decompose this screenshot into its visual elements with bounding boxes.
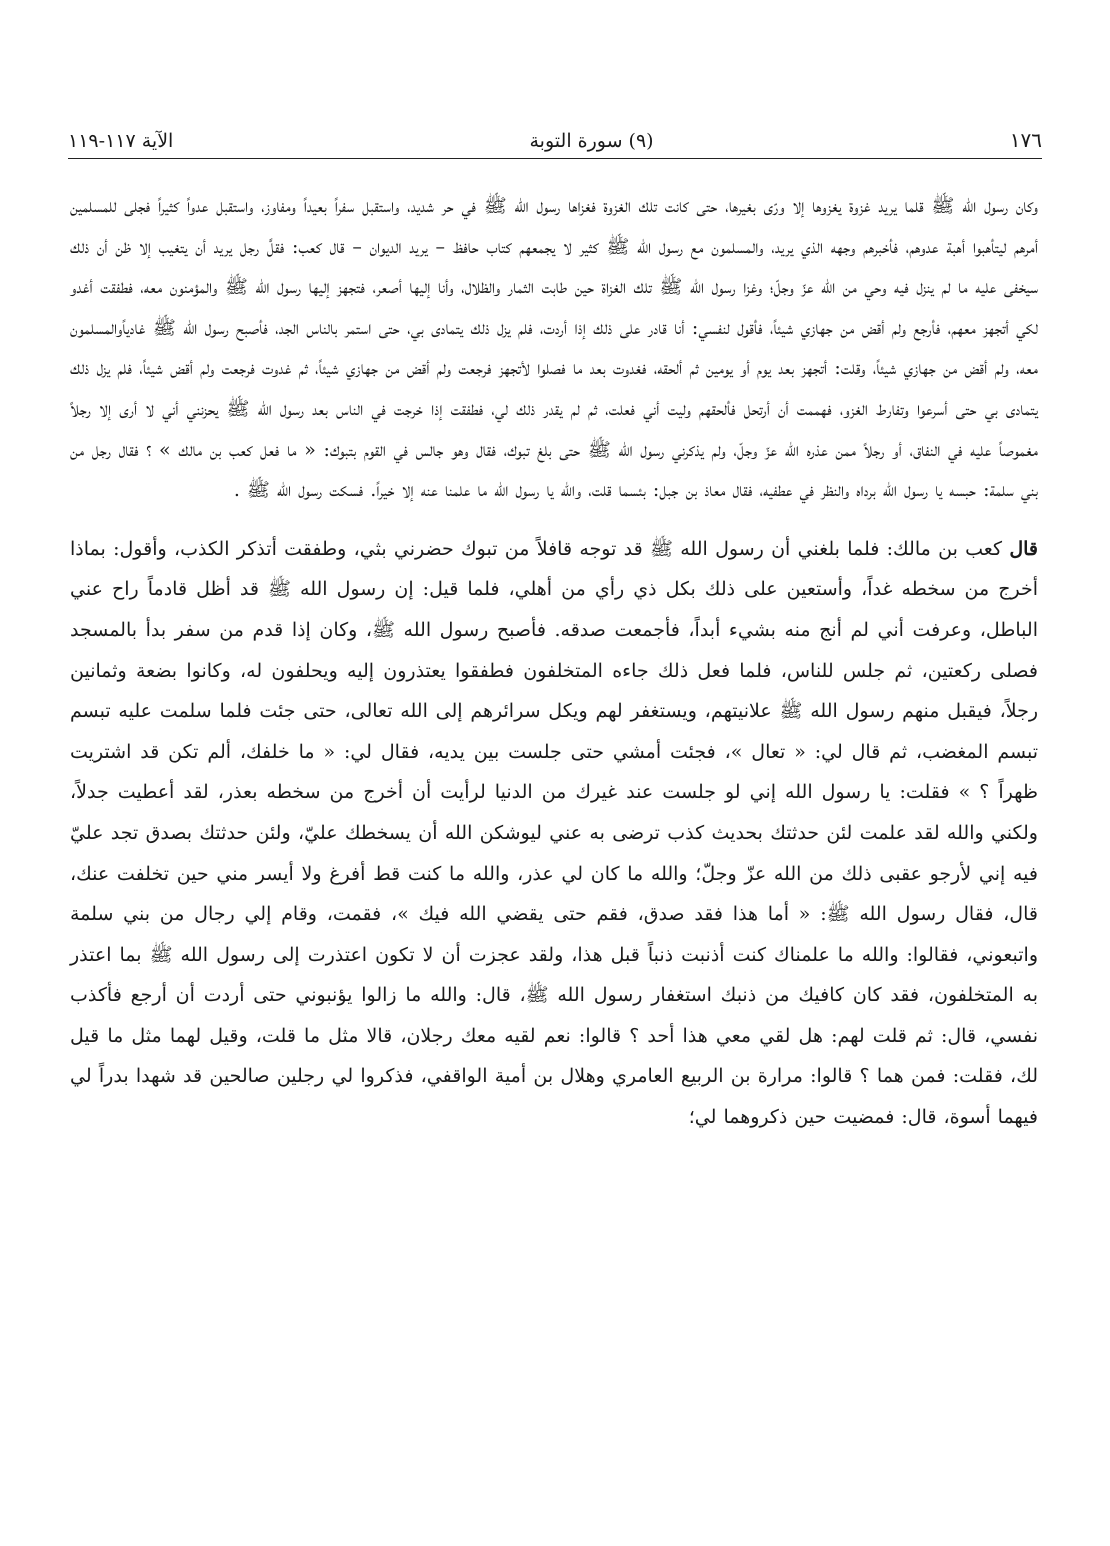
paragraph — [70, 529, 1038, 1138]
page-header — [68, 128, 1042, 159]
page-number: ١٧٦ — [1009, 128, 1042, 152]
ayah-range: الآية ١١٧-١١٩ — [68, 130, 174, 152]
paragraph-text: كعب بن مالك: فلما بلغني أن رسول الله ﷺ قد توجه قافلاً من تبوك حضرني بثي، وطفقت أتذكر الكذب، وأقول: بماذا أخرج من سخطه غداً، وأستعين على ذلك بكل ذي رأي من أهلي، فلما قيل: إن رسول الله ﷺ قد أظل قادماً راح عني الباطل، وعرفت أني لم أنج منه بشيء أبداً، فأجمعت صدقه. فأصبح رسول الله ﷺ، وكان إذا قدم من سفر بدأ بالمسجد فصلى ركعتين، ثم جلس للناس، فلما فعل ذلك جاءه المتخلفون فطفقوا يعتذرون إليه ويحلفون له، وكانوا بضعة وثمانين رجلاً، فيقبل منهم رسول الله ﷺ علانيتهم، ويستغفر لهم ويكل سرائرهم إلى الله تعالى، حتى جئت فلما سلمت عليه تبسم تبسم المغضب، ثم قال لي: « تعال »، فجئت أمشي حتى جلست بين يديه، فقال لي: « ما خلفك، ألم تكن قد اشتريت ظهراً ؟ » فقلت: يا رسول الله إني لو جلست عند غيرك من الدنيا لرأيت أن أخرج من سخطه بعذر، لقد أعطيت جدلاً، ولكني والله لقد علمت لئن حدثتك بحديث كذب ترضى به عني ليوشكن الله أن يسخطك عليّ، ولئن حدثتك بصدق تجد عليّ فيه إني لأرجو عقبى ذلك من الله عزّ وجلّ؛ والله ما كان لي عذر، والله ما كنت قط أفرغ ولا أيسر مني حين تخلفت عنك، قال، فقال رسول الله ﷺ: « أما هذا فقد صدق، فقم حتى يقضي الله فيك »، فقمت، وقام إلي رجال من بني سلمة واتبعوني، فقالوا: والله ما علمناك كنت أذنبت ذنباً قبل هذا، ولقد عجزت أن لا تكون اعتذرت إلى رسول الله ﷺ بما اعتذر به المتخلفون، فقد كان كافيك من ذنبك استغفار رسول الله ﷺ، قال: والله ما زالوا يؤنبوني حتى أردت أن أرجع فأكذب نفسي، قال: ثم قلت لهم: هل لقي معي هذا أحد ؟ قالوا: نعم لقيه معك رجلان، قالا مثل ما قلت، وقيل لهما مثل ما قيل لك، فقلت: فمن هما ؟ قالوا: مرارة بن الربيع العامري وهلال بن أمية الواقفي، فذكروا لي رجلين صالحين قد شهدا بدراً لي فيهما أسوة، قال: فمضيت حين ذكروهما لي؛ — [70, 537, 1038, 1129]
page-body — [70, 186, 1038, 1138]
paragraph — [70, 186, 1038, 511]
paragraph-text: وكان رسول الله ﷺ قلما يريد غزوة يغزوها إلا ورّى بغيرها، حتى كانت تلك الغزوة فغزاها رسول الله ﷺ في حر شديد، واستقبل سفراً بعيداً ومفاوز، واستقبل عدواً كثيراً فجلى للمسلمين أمرهم ليتأهبوا أهبة عدوهم، فأخبرهم وجهه الذي يريد، والمسلمون مع رسول الله ﷺ كثير لا يجمعهم كتاب حافظ – يريد الديوان – قال كعب: فقلَّ رجل يريد أن يتغيب إلا ظن أن ذلك سيخفى عليه ما لم ينزل فيه وحي من الله عزّ وجلّ؛ وغزا رسول الله ﷺ تلك الغزاة حين طابت الثمار والظلال، وأنا إليها أصعر، فتجهز إليها رسول الله ﷺ والمؤمنون معه، فطفقت أغدو لكي أتجهز معهم، فأرجع ولم أقض من جهازي شيئاً، فأقول لنفسي: أنا قادر على ذلك إذا أردت، فلم يزل ذلك يتمادى بي، حتى استمر بالناس الجد، فأصبح رسول الله ﷺ غادياًوالمسلمون معه، ولم أقض من جهازي شيئاً، وقلت: أتجهز بعد يوم أو يومين ثم ألحقه، فغدوت بعد ما فصلوا لأتجهز فرجعت ولم أقض من جهازي شيئاً، ثم غدوت فرجعت ولم أقض شيئاً، فلم يزل ذلك يتمادى بي حتى أسرعوا وتفارط الغزو، فهممت أن أرتحل فألحقهم وليت أني فعلت، ثم لم يقدر ذلك لي، فطفقت إذا خرجت في الناس بعد رسول الله ﷺ يحزنني أني لا أرى إلا رجلاً مغموصاً عليه في النفاق، أو رجلاً ممن عذره الله عزّ وجلّ، ولم يذكرني رسول الله ﷺ حتى بلغ تبوك، فقال وهو جالس في القوم بتبوك: « ما فعل كعب بن مالك » ؟ فقال رجل من بني سلمة: حبسه يا رسول الله برداه والنظر في عطفيه، فقال معاذ بن جبل: بئسما قلت، والله يا رسول الله ما علمنا عنه إلا خيراً. فسكت رسول الله ﷺ . — [70, 195, 1038, 502]
surah-title: (٩) سورة التوبة — [529, 130, 654, 152]
paragraph-lead-word: قال — [1009, 537, 1038, 560]
